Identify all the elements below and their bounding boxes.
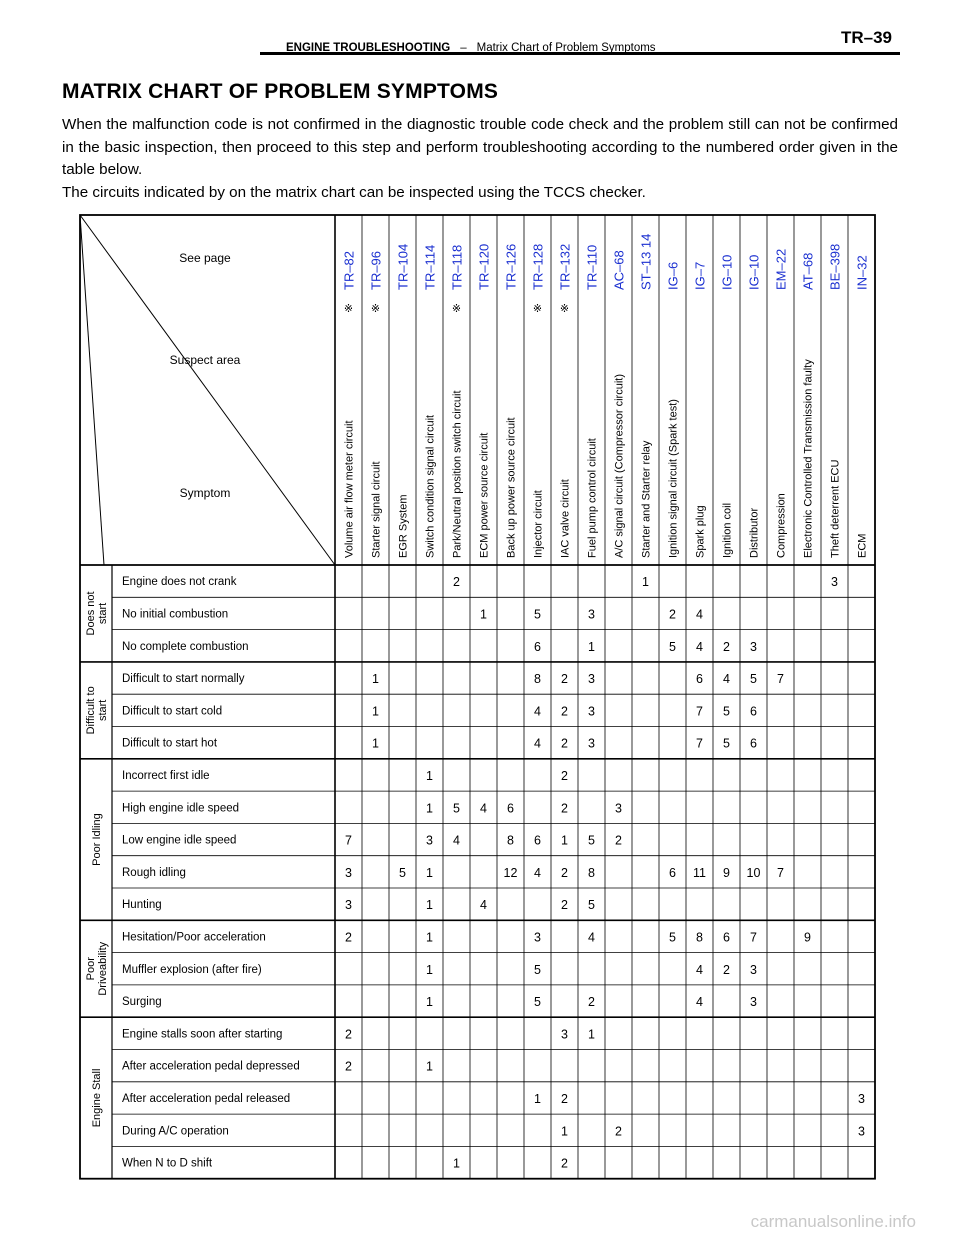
priority-number: 3 [750, 639, 757, 654]
priority-number: 2 [615, 833, 622, 848]
priority-number: 6 [669, 865, 676, 880]
column-suspect-area: Volume air flow meter circuit [343, 420, 356, 558]
priority-number: 2 [345, 930, 352, 945]
priority-number: 2 [561, 672, 568, 687]
column-suspect-area: Ignition coil [721, 502, 734, 558]
column-page-ref: TR–128 [530, 243, 546, 290]
priority-number: 2 [561, 865, 568, 880]
priority-number: 4 [453, 833, 460, 848]
tccs-mark-icon: ※ [343, 303, 354, 315]
column-suspect-area: Starter and Starter relay [640, 440, 653, 558]
priority-number: 1 [372, 672, 379, 687]
column-suspect-area: Ignition signal circuit (Spark test) [667, 399, 680, 558]
column-suspect-area: Spark plug [694, 505, 707, 558]
tccs-mark-icon: ※ [370, 303, 381, 315]
priority-number: 10 [746, 865, 761, 880]
priority-number: 5 [723, 736, 730, 751]
column-suspect-area: Switch condition signal circuit [424, 414, 437, 558]
priority-number: 12 [503, 865, 518, 880]
column-suspect-area: ECM power source circuit [478, 432, 491, 558]
column-suspect-area: IAC valve circuit [559, 479, 572, 558]
priority-number: 2 [615, 1124, 622, 1139]
group-label: Does not [85, 591, 97, 636]
priority-number: 1 [426, 962, 433, 977]
priority-number: 1 [588, 1027, 595, 1042]
column-page-ref: ST–13 14 [638, 233, 654, 290]
priority-number: 5 [399, 865, 406, 880]
column-page-ref: BE–398 [827, 243, 843, 290]
symptom-label: During A/C operation [122, 1125, 229, 1138]
priority-number: 6 [507, 801, 514, 816]
header-subtitle: Matrix Chart of Problem Symptoms [476, 42, 656, 54]
priority-number: 5 [588, 898, 595, 913]
intro-paragraph-2: The circuits indicated by on the matrix chart can be inspected using the TCCS checker. [62, 183, 646, 201]
symptom-label: Low engine idle speed [122, 834, 237, 847]
symptom-label: Rough idling [122, 866, 186, 879]
priority-number: 1 [426, 1059, 433, 1074]
priority-number: 3 [588, 736, 595, 751]
priority-number: 8 [588, 865, 595, 880]
priority-number: 7 [777, 672, 784, 687]
symptom-label: Difficult to start cold [122, 705, 223, 718]
symptom-label: Surging [122, 996, 162, 1009]
priority-number: 7 [696, 736, 703, 751]
priority-number: 2 [561, 1091, 568, 1106]
priority-number: 6 [534, 833, 541, 848]
column-page-ref: IN–32 [854, 255, 870, 290]
column-page-ref: IG–10 [719, 254, 735, 290]
priority-number: 3 [345, 865, 352, 880]
column-suspect-area: Park/Neutral position switch circuit [451, 390, 464, 558]
priority-number: 5 [453, 801, 460, 816]
group-label: Driveability [97, 941, 109, 996]
priority-number: 6 [534, 639, 541, 654]
priority-number: 2 [588, 995, 595, 1010]
page-title: MATRIX CHART OF PROBLEM SYMPTOMS [62, 80, 499, 103]
priority-number: 9 [723, 865, 730, 880]
priority-number: 4 [696, 639, 703, 654]
priority-number: 8 [507, 833, 514, 848]
symptom-label: High engine idle speed [122, 802, 240, 815]
priority-number: 2 [723, 962, 730, 977]
priority-number: 1 [426, 801, 433, 816]
column-suspect-area: Starter signal circuit [370, 461, 383, 558]
priority-number: 3 [345, 898, 352, 913]
column-page-ref: TR–114 [422, 244, 438, 290]
priority-number: 1 [426, 768, 433, 783]
priority-number: 6 [750, 736, 757, 751]
column-suspect-area: Injector circuit [532, 490, 545, 558]
priority-number: 3 [615, 801, 622, 816]
group-label: start [97, 699, 109, 722]
column-suspect-area: A/C signal circuit (Compressor circuit) [613, 374, 626, 558]
symptom-label: Engine stalls soon after starting [122, 1028, 283, 1041]
priority-number: 8 [534, 672, 541, 687]
priority-number: 3 [831, 575, 838, 590]
priority-number: 3 [858, 1091, 865, 1106]
priority-number: 1 [534, 1091, 541, 1106]
priority-number: 3 [588, 704, 595, 719]
column-page-ref: TR–120 [476, 243, 492, 290]
group-label: Poor Idling [91, 813, 103, 866]
priority-number: 5 [669, 639, 676, 654]
priority-number: 7 [750, 930, 757, 945]
column-suspect-area: Electronic Controlled Transmission faulty [802, 359, 815, 558]
column-page-ref: TR–104 [395, 243, 411, 290]
priority-number: 4 [534, 704, 541, 719]
priority-number: 8 [696, 930, 703, 945]
priority-number: 1 [588, 639, 595, 654]
priority-number: 1 [642, 575, 649, 590]
corner-label-symptom: Symptom [179, 486, 231, 500]
priority-number: 7 [777, 865, 784, 880]
priority-number: 1 [453, 1156, 460, 1171]
priority-number: 3 [750, 962, 757, 977]
corner-label-see-page: See page [179, 251, 231, 265]
priority-number: 4 [696, 962, 703, 977]
priority-number: 2 [561, 736, 568, 751]
header-dash: – [460, 42, 467, 54]
column-page-ref: TR–110 [584, 244, 600, 290]
priority-number: 3 [426, 833, 433, 848]
symptom-label: Hesitation/Poor acceleration [122, 931, 266, 944]
column-suspect-area: Fuel pump control circuit [586, 438, 599, 558]
priority-number: 2 [453, 575, 460, 590]
watermark-url: carmanualsonline.info [750, 1212, 916, 1231]
group-label: Difficult to [85, 686, 97, 735]
column-page-ref: TR–126 [503, 243, 519, 290]
priority-number: 6 [696, 672, 703, 687]
priority-number: 1 [426, 930, 433, 945]
column-suspect-area: ECM [856, 533, 869, 558]
priority-number: 2 [561, 704, 568, 719]
column-suspect-area: Back up power source circuit [505, 417, 518, 558]
priority-number: 5 [588, 833, 595, 848]
corner-diagonal-1 [80, 215, 104, 565]
priority-number: 4 [534, 865, 541, 880]
column-suspect-area: Distributor [748, 507, 761, 558]
priority-number: 2 [561, 898, 568, 913]
priority-number: 7 [345, 833, 352, 848]
priority-number: 2 [723, 639, 730, 654]
group-label: Poor [85, 957, 97, 981]
priority-number: 6 [723, 930, 730, 945]
column-page-ref: EM–22 [773, 248, 789, 290]
column-page-ref: IG–7 [692, 261, 708, 290]
priority-number: 7 [696, 704, 703, 719]
symptom-label: After acceleration pedal released [122, 1092, 291, 1105]
priority-number: 5 [534, 995, 541, 1010]
symptom-label: Hunting [122, 899, 162, 912]
priority-number: 3 [534, 930, 541, 945]
symptom-label: Difficult to start normally [122, 673, 245, 686]
symptom-label: After acceleration pedal depressed [122, 1060, 300, 1073]
corner-label-suspect-area: Suspect area [169, 353, 241, 367]
priority-number: 3 [588, 672, 595, 687]
intro-paragraph-1: When the malfunction code is not confirmed in the diagnostic trouble code check and the problem still can not be confirmed in the basic inspection, then proceed to this step and perform troubleshooting according to the numbered order given in the table below. [62, 116, 898, 178]
priority-number: 1 [372, 704, 379, 719]
column-page-ref: TR–96 [368, 250, 384, 290]
priority-number: 2 [561, 1156, 568, 1171]
priority-number: 5 [669, 930, 676, 945]
symptom-label: When N to D shift [122, 1157, 213, 1170]
column-suspect-area: Compression [775, 493, 788, 558]
priority-number: 2 [345, 1027, 352, 1042]
column-suspect-area: EGR System [397, 494, 410, 558]
priority-number: 1 [426, 995, 433, 1010]
priority-number: 3 [858, 1124, 865, 1139]
group-label: start [97, 602, 109, 625]
priority-number: 4 [588, 930, 595, 945]
priority-number: 4 [696, 995, 703, 1010]
column-page-ref: IG–10 [746, 254, 762, 290]
symptom-label: No initial combustion [122, 608, 229, 621]
header-section: ENGINE TROUBLESHOOTING [286, 42, 451, 54]
column-page-ref: TR–132 [557, 243, 573, 290]
priority-number: 1 [561, 1124, 568, 1139]
priority-number: 4 [534, 736, 541, 751]
priority-number: 3 [750, 995, 757, 1010]
column-page-ref: TR–82 [341, 250, 357, 290]
priority-number: 9 [804, 930, 811, 945]
symptom-label: Difficult to start hot [122, 737, 218, 750]
priority-number: 1 [372, 736, 379, 751]
priority-number: 1 [480, 607, 487, 622]
tccs-mark-icon: ※ [532, 303, 543, 315]
priority-number: 4 [696, 607, 703, 622]
priority-number: 5 [723, 704, 730, 719]
column-page-ref: IG–6 [665, 261, 681, 290]
column-suspect-area: Theft deterrent ECU [829, 459, 842, 558]
priority-number: 5 [750, 672, 757, 687]
symptom-label: Engine does not crank [122, 576, 237, 589]
corner-diagonal-2 [80, 215, 335, 565]
column-page-ref: TR–118 [449, 244, 465, 290]
priority-number: 4 [480, 801, 487, 816]
priority-number: 5 [534, 962, 541, 977]
column-page-ref: AT–68 [800, 252, 816, 290]
priority-number: 2 [345, 1059, 352, 1074]
symptom-label: No complete combustion [122, 640, 249, 653]
group-label: Engine Stall [91, 1068, 103, 1128]
priority-number: 2 [669, 607, 676, 622]
tccs-mark-icon: ※ [559, 303, 570, 315]
tccs-mark-icon: ※ [451, 303, 462, 315]
priority-number: 1 [426, 898, 433, 913]
symptom-label: Incorrect first idle [122, 769, 210, 782]
priority-number: 3 [561, 1027, 568, 1042]
priority-number: 2 [561, 768, 568, 783]
priority-number: 1 [561, 833, 568, 848]
priority-number: 4 [480, 898, 487, 913]
priority-number: 3 [588, 607, 595, 622]
priority-number: 4 [723, 672, 730, 687]
priority-number: 5 [534, 607, 541, 622]
priority-number: 11 [693, 865, 706, 880]
priority-number: 1 [426, 865, 433, 880]
column-page-ref: AC–68 [611, 250, 627, 290]
priority-number: 6 [750, 704, 757, 719]
symptom-label: Muffler explosion (after fire) [122, 963, 262, 976]
priority-number: 2 [561, 801, 568, 816]
page-number: TR–39 [840, 28, 892, 47]
